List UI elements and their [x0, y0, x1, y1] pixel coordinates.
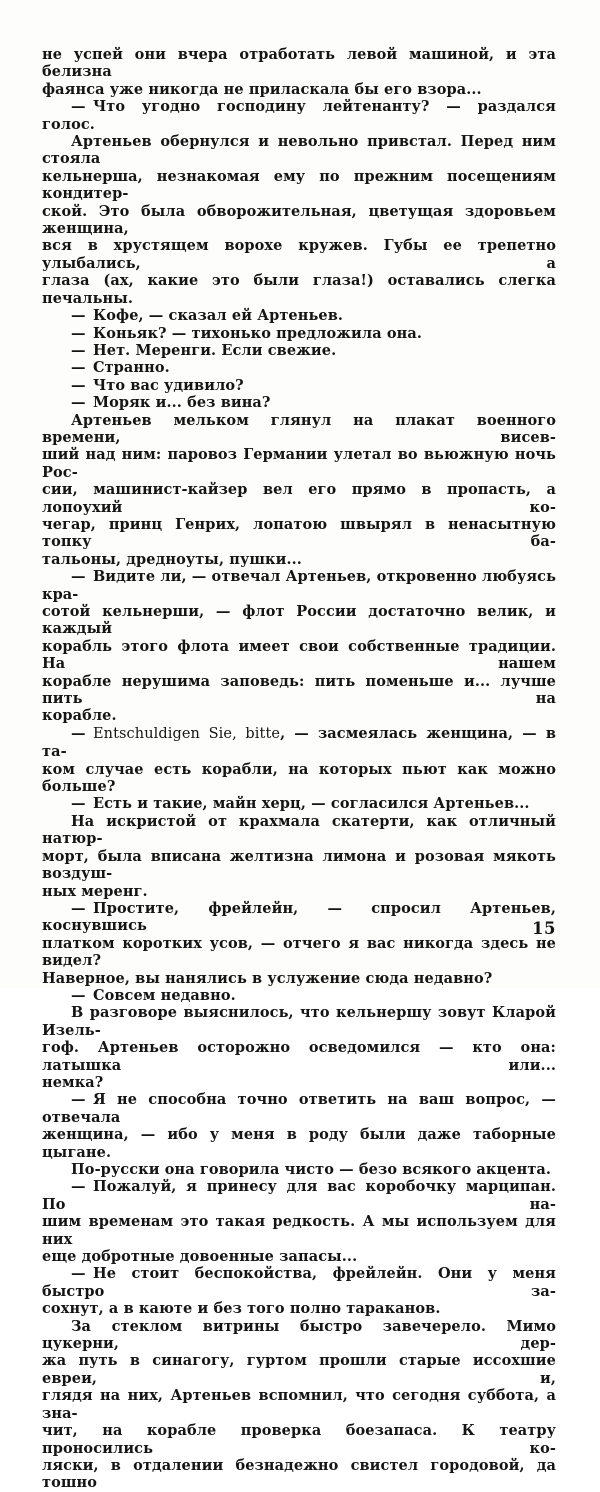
text-line: глаза (ах, какие это были глаза!) оставались слегка печальны.	[42, 272, 556, 307]
text-line: гоф. Артеньев осторожно осведомился — кто она: латышка или...	[42, 1039, 556, 1074]
text-line: — Нет. Меренги. Если свежие.	[71, 341, 337, 359]
text-line: — Есть и такие, майн херц, — согласился Артеньев...	[71, 795, 530, 813]
text-line: сии, машинист-кайзер вел его прямо в пропасть, а лопоухий ко-	[42, 481, 556, 516]
text-line: — Не стоит беспокойства, фрейлейн. Они у меня быстро за-	[42, 1265, 556, 1300]
text-line: ший над ним: паровоз Германии улетал во вьюжную ночь Рос-	[42, 446, 556, 481]
text-line: — Кофе, — сказал ей Артеньев.	[71, 307, 344, 325]
text-line: платком коротких усов, — отчего я вас никогда здесь не видел?	[42, 934, 556, 970]
text-line: фаянса уже никогда не приласкала бы его взора...	[42, 80, 482, 98]
text-line: По-русски она говорила чисто — безо всякого акцента.	[71, 1161, 552, 1178]
text-line: Артеньев мельком глянул на плакат военного времени, висев-	[42, 411, 556, 446]
text-line: жа путь в синагогу, гуртом прошли старые иссохшие евреи, и,	[42, 1352, 556, 1387]
text-line: корабль этого флота имеет свои собственные традиции. На нашем	[42, 637, 556, 673]
text-line: ляски, в отдалении безнадежно свистел городовой, да тошно	[42, 1456, 556, 1492]
text-line: вся в хрустящем ворохе кружев. Губы ее трепетно улыбались, а	[42, 237, 556, 272]
text-line: Артеньев обернулся и невольно привстал. Перед ним стояла	[42, 133, 556, 168]
text-line: глядя на них, Артеньев вспомнил, что сегодня суббота, а зна-	[42, 1387, 556, 1422]
text-line: корабле.	[42, 707, 117, 725]
text-line: ных меренг.	[42, 882, 148, 900]
text-line: не успей они вчера отработать левой машиной, и эта белизна	[42, 46, 556, 81]
text-line: — Я не способна точно ответить на ваш вопрос, — отвечала	[42, 1091, 556, 1126]
text-line: ской. Это была обворожительная, цветущая здоровьем женщина,	[42, 202, 556, 238]
text-line: сотой кельнерши, — флот России достаточно велик, и каждый	[42, 603, 556, 638]
text-line: На искристой от крахмала скатерти, как отличный натюр-	[42, 812, 556, 848]
text-line: Наверное, вы нанялись в услужение сюда недавно?	[42, 969, 493, 987]
text-line: — Что вас удивило?	[71, 376, 244, 394]
text-line: сохнут, а в каюте и без того полно тараканов.	[42, 1300, 441, 1318]
text-line: шим временам это такая редкость. А мы используем для них	[42, 1213, 556, 1248]
text-line: кельнерша, незнакомая ему по прежним посещениям кондитер-	[42, 167, 556, 203]
page-number: 15	[532, 919, 556, 938]
text-line: — Странно.	[71, 359, 170, 377]
text-line: чит, на корабле проверка боезапаса. К театру проносились ко-	[42, 1422, 556, 1457]
text-line: — Коньяк? — тихонько предложила она.	[71, 324, 422, 342]
text-line: женщина, — ибо у меня в роду были даже таборные цыгане.	[42, 1126, 556, 1161]
text-line: — Моряк и... без вина?	[71, 394, 271, 412]
text-line: немка?	[42, 1073, 104, 1091]
text-line: еще добротные довоенные запасы...	[42, 1248, 358, 1266]
text-line: — Пожалуй, я принесу для вас коробочку марципан. По на-	[42, 1178, 556, 1213]
text-line: морт, была вписана желтизна лимона и розовая мякоть воздуш-	[42, 847, 556, 883]
body-text	[42, 46, 556, 1492]
text-line: — Совсем недавно.	[71, 986, 236, 1004]
latin-phrase: Entschuldigen Sie, bitte	[92, 725, 281, 742]
text-line: — Видите ли, — отвечал Артеньев, откровенно любуясь кра-	[42, 568, 557, 603]
text-line: За стеклом витрины быстро завечерело. Мимо цукерни, дер-	[42, 1317, 556, 1353]
text-line: В разговоре выяснилось, что кельнершу зовут Кларой Изель-	[42, 1004, 556, 1039]
text-line: чегар, принц Генрих, лопатою швырял в ненасытную топку ба-	[42, 515, 556, 551]
text-line: тальоны, дредноуты, пушки...	[42, 550, 302, 568]
text-line: ком случае есть корабли, на которых пьют как можно больше?	[42, 760, 556, 796]
text-line: — Простите, фрейлейн, — спросил Артеньев, коснувшись	[42, 899, 556, 935]
text-line: — Что угодно господину лейтенанту? — раздался голос.	[42, 98, 556, 133]
text-line: корабле нерушима заповедь: пить поменьше и... лучше пить на	[42, 672, 556, 708]
text-line: — Entschuldigen Sie, bitte, — засмеялась женщина, — в та-	[42, 724, 556, 761]
